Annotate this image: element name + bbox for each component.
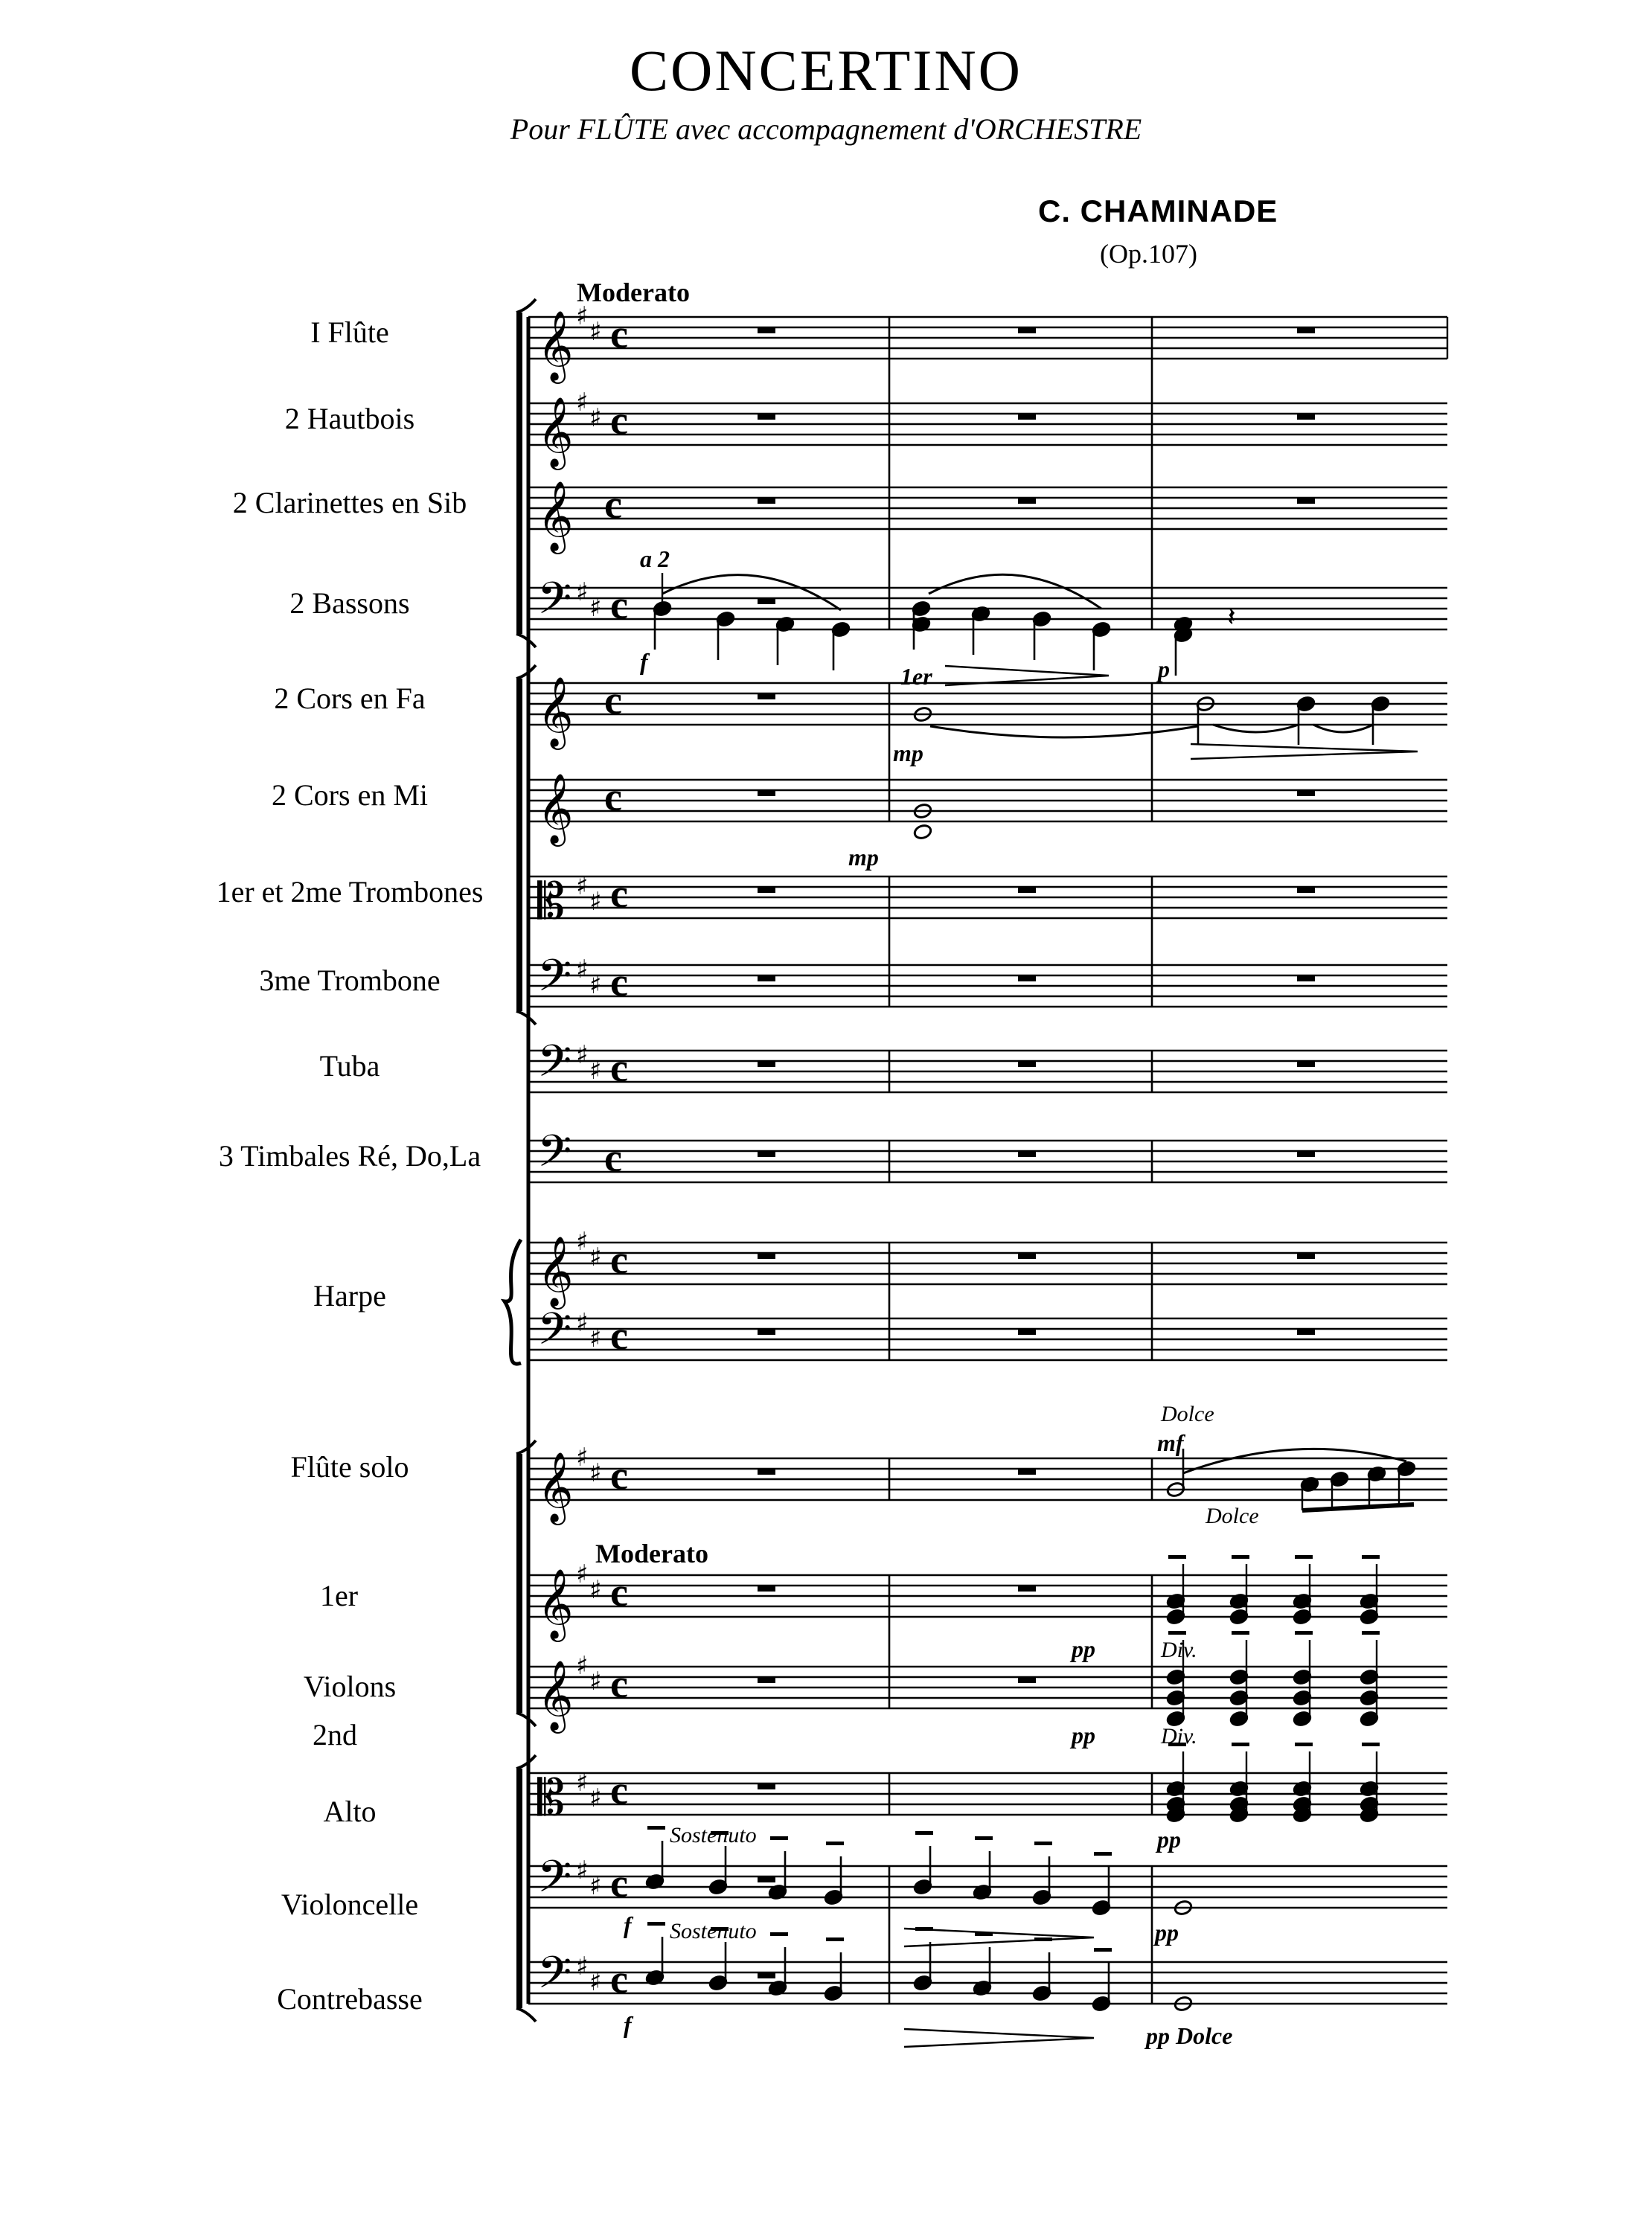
sharp-icon: ♯: [576, 955, 589, 984]
tenuto-mark: [1362, 1743, 1380, 1746]
mezzo-piano-marking: mp: [893, 740, 923, 766]
instrument-label-2: 2 Clarinettes en Sib: [232, 486, 467, 519]
sharp-icon: ♯: [576, 388, 589, 417]
score-title: CONCERTINO: [630, 38, 1022, 103]
slur: [929, 574, 1101, 609]
instrument-label-7: 3me Trombone: [259, 964, 441, 997]
instrument-label-1: 2 Hautbois: [284, 402, 415, 435]
sharp-icon: ♯: [576, 1768, 589, 1798]
pianissimo-marking: pp: [1072, 1635, 1095, 1662]
whole-rest: [758, 1586, 775, 1592]
mezzo-forte-marking: mf: [1157, 1429, 1184, 1456]
whole-rest: [1018, 1061, 1036, 1067]
sharp-icon: ♯: [576, 1856, 589, 1885]
time-signature: c: [604, 1135, 622, 1180]
sharp-icon: ♯: [576, 301, 589, 331]
tenuto-mark: [1232, 1631, 1249, 1635]
whole-rest: [758, 1677, 775, 1683]
whole-rest: [758, 1329, 775, 1335]
time-signature: c: [610, 1861, 628, 1906]
whole-rest: [1297, 327, 1315, 333]
tenuto-mark: [1295, 1743, 1313, 1746]
tenuto-mark: [1362, 1555, 1380, 1559]
tenuto-mark: [1295, 1555, 1313, 1559]
treble-clef-icon: 𝄞: [537, 1452, 574, 1522]
horn-note: [913, 824, 932, 841]
slur: [1213, 725, 1299, 732]
sharp-icon: ♯: [576, 1308, 589, 1338]
sharp-icon: ♯: [589, 1243, 602, 1272]
whole-rest: [1018, 1586, 1036, 1592]
tempo-marking: Moderato: [577, 278, 690, 307]
time-signature: c: [610, 312, 628, 356]
whole-rest: [1018, 327, 1036, 333]
tenuto-mark: [1168, 1555, 1186, 1559]
note-beam: [1302, 1504, 1414, 1510]
instrument-label-12: Violons: [303, 1670, 397, 1703]
whole-rest: [1018, 1677, 1036, 1683]
whole-rest: [1297, 790, 1315, 796]
whole-rest: [758, 598, 775, 604]
sharp-icon: ♯: [589, 1667, 602, 1696]
instrument-label-9: 3 Timbales Ré, Do,La: [218, 1139, 481, 1173]
divisi-marking: Div.: [1161, 1638, 1197, 1662]
pianissimo-marking: pp: [1155, 1919, 1179, 1946]
dolce-marking: Dolce: [1161, 1402, 1214, 1426]
treble-clef-icon: 𝄞: [537, 1660, 574, 1731]
whole-rest: [758, 1253, 775, 1259]
time-signature: c: [604, 775, 622, 819]
slur: [1313, 725, 1373, 732]
whole-rest: [758, 887, 775, 893]
violin-sublabel-first: 1er: [320, 1579, 359, 1612]
time-signature: c: [610, 1045, 628, 1090]
tenuto-mark: [826, 1937, 844, 1941]
tenuto-mark: [915, 1831, 933, 1835]
whole-rest: [1297, 1151, 1315, 1157]
instrument-label-14: Violoncelle: [281, 1888, 419, 1921]
whole-rest: [758, 498, 775, 504]
whole-rest: [1297, 414, 1315, 420]
violin-sublabel-second: 2nd: [313, 1718, 357, 1751]
treble-clef-icon: 𝄞: [537, 397, 574, 467]
sostenuto-marking: Sostenuto: [670, 1919, 757, 1943]
tenuto-mark: [1362, 1631, 1380, 1635]
sharp-icon: ♯: [589, 1783, 602, 1813]
tenuto-mark: [826, 1842, 844, 1845]
forte-marking: f: [624, 1911, 632, 1938]
dolce-marking: Dolce: [1206, 1504, 1259, 1528]
sharp-icon: ♯: [589, 1967, 602, 1997]
tenuto-mark: [975, 1836, 993, 1840]
time-signature: c: [610, 1313, 628, 1358]
bass-clef-icon: 𝄢: [537, 1125, 572, 1187]
time-signature: c: [610, 1768, 628, 1812]
treble-clef-icon: 𝄞: [537, 1236, 574, 1307]
divisi-marking: Div.: [1161, 1724, 1197, 1749]
tenuto-mark: [1094, 1948, 1112, 1952]
treble-clef-icon: 𝄞: [537, 1568, 574, 1639]
bracket-hook: [516, 1713, 536, 1726]
whole-rest: [1297, 887, 1315, 893]
tenuto-mark: [1034, 1842, 1052, 1845]
tenuto-mark: [770, 1836, 788, 1840]
treble-clef-icon: 𝄞: [537, 676, 574, 747]
pianissimo-marking: pp: [1157, 1826, 1181, 1853]
whole-rest: [758, 790, 775, 796]
whole-rest: [1297, 1329, 1315, 1335]
treble-clef-icon: 𝄞: [537, 481, 574, 551]
pianissimo-dolce-marking: pp Dolce: [1146, 2022, 1233, 2049]
time-signature: c: [610, 1570, 628, 1615]
sharp-icon: ♯: [589, 1056, 602, 1086]
whole-rest: [1297, 975, 1315, 981]
first-player-marking: 1er: [900, 663, 932, 690]
instrument-label-6: 1er et 2me Trombones: [216, 875, 484, 908]
slur: [930, 726, 1198, 737]
quarter-rest: 𝄽: [1228, 603, 1235, 630]
time-signature: c: [604, 482, 622, 527]
bracket-hook: [516, 634, 536, 647]
tenuto-mark: [770, 1932, 788, 1936]
forte-marking: f: [640, 648, 648, 675]
forte-marking: f: [624, 2011, 632, 2038]
whole-rest: [1018, 1329, 1036, 1335]
time-signature: c: [610, 871, 628, 916]
bracket-hook: [516, 2008, 536, 2022]
whole-rest: [1018, 414, 1036, 420]
sharp-icon: ♯: [576, 1952, 589, 1981]
time-signature: c: [610, 398, 628, 443]
tenuto-mark: [1232, 1555, 1249, 1559]
bass-clef-icon: 𝄢: [537, 1035, 572, 1097]
tenuto-mark: [647, 1922, 665, 1926]
whole-rest: [758, 1972, 775, 1978]
bracket-hook: [516, 1755, 536, 1769]
sharp-icon: ♯: [589, 403, 602, 433]
instrument-label-8: Tuba: [319, 1049, 380, 1083]
sharp-icon: ♯: [576, 1040, 589, 1070]
sharp-icon: ♯: [589, 1575, 602, 1605]
sharp-icon: ♯: [589, 970, 602, 1000]
whole-rest: [758, 414, 775, 420]
bass-clef-icon: 𝄢: [537, 1303, 572, 1365]
sharp-icon: ♯: [589, 1324, 602, 1353]
harp-brace: [505, 1240, 521, 1364]
time-signature: c: [610, 1237, 628, 1282]
sharp-icon: ♯: [576, 1560, 589, 1589]
composer-name: C. CHAMINADE: [1038, 193, 1278, 228]
bracket-hook: [516, 1440, 536, 1454]
whole-rest: [1018, 498, 1036, 504]
tempo-marking: Moderato: [595, 1539, 708, 1568]
sharp-icon: ♯: [576, 1227, 589, 1257]
whole-rest: [1018, 975, 1036, 981]
time-signature: c: [610, 1957, 628, 2001]
instrument-label-13: Alto: [323, 1795, 377, 1828]
sharp-icon: ♯: [576, 871, 589, 901]
bass-clef-icon: 𝄢: [537, 1946, 572, 2009]
whole-rest: [1018, 1151, 1036, 1157]
bracket-hook: [516, 299, 536, 312]
whole-rest: [758, 693, 775, 699]
whole-rest: [1297, 1253, 1315, 1259]
bass-clef-icon: 𝄢: [537, 1850, 572, 1913]
whole-rest: [758, 327, 775, 333]
decrescendo-hairpin: [904, 2029, 1094, 2047]
time-signature: c: [610, 583, 628, 627]
bracket-hook: [516, 665, 536, 679]
sharp-icon: ♯: [576, 1651, 589, 1681]
alto-clef-icon: 𝄡: [537, 873, 565, 930]
sharp-icon: ♯: [589, 887, 602, 917]
whole-rest: [1018, 1469, 1036, 1475]
sharp-icon: ♯: [589, 317, 602, 347]
sharp-icon: ♯: [589, 1871, 602, 1901]
tenuto-mark: [1295, 1631, 1313, 1635]
instrument-label-0: I Flûte: [310, 315, 389, 349]
whole-rest: [758, 1151, 775, 1157]
instrument-label-11: Flûte solo: [290, 1450, 409, 1484]
decrescendo-hairpin: [1191, 744, 1418, 759]
whole-rest: [758, 1061, 775, 1067]
time-signature: c: [610, 1661, 628, 1706]
tenuto-mark: [647, 1826, 665, 1830]
tenuto-mark: [1168, 1631, 1186, 1635]
piano-marking: p: [1158, 656, 1170, 682]
decrescendo-hairpin: [904, 1929, 1094, 1946]
instrument-label-10: Harpe: [313, 1279, 386, 1312]
instrument-label-4: 2 Cors en Fa: [274, 682, 426, 715]
whole-rest: [1297, 498, 1315, 504]
bass-clef-icon: 𝄢: [537, 949, 572, 1012]
alto-clef-icon: 𝄡: [537, 1769, 565, 1827]
whole-rest: [758, 1876, 775, 1882]
instrument-label-3: 2 Bassons: [289, 586, 410, 620]
pianissimo-marking: pp: [1072, 1722, 1095, 1749]
time-signature: c: [610, 960, 628, 1004]
time-signature: c: [604, 678, 622, 722]
opus-number: (Op.107): [1100, 239, 1197, 269]
mezzo-piano-marking: mp: [848, 844, 879, 871]
whole-rest: [1297, 1061, 1315, 1067]
bracket-hook: [516, 1011, 536, 1025]
tenuto-mark: [1094, 1852, 1112, 1856]
whole-rest: [758, 1469, 775, 1475]
score-subtitle: Pour FLÛTE avec accompagnement d'ORCHESTRE: [510, 112, 1142, 146]
whole-rest: [1018, 1253, 1036, 1259]
instrument-label-15: Contrebasse: [277, 1982, 423, 2016]
treble-clef-icon: 𝄞: [537, 773, 574, 844]
sostenuto-marking: Sostenuto: [670, 1823, 757, 1847]
sharp-icon: ♯: [576, 1443, 589, 1472]
whole-rest: [758, 975, 775, 981]
treble-clef-icon: 𝄞: [537, 310, 574, 381]
slur: [662, 575, 841, 610]
sharp-icon: ♯: [576, 577, 589, 607]
a2-marking: a 2: [640, 545, 670, 572]
time-signature: c: [610, 1453, 628, 1498]
sharp-icon: ♯: [589, 593, 602, 623]
whole-rest: [1018, 887, 1036, 893]
instrument-label-5: 2 Cors en Mi: [272, 778, 428, 812]
tenuto-mark: [1232, 1743, 1249, 1746]
bass-clef-icon: 𝄢: [537, 572, 572, 635]
whole-rest: [758, 1783, 775, 1789]
sharp-icon: ♯: [589, 1458, 602, 1488]
